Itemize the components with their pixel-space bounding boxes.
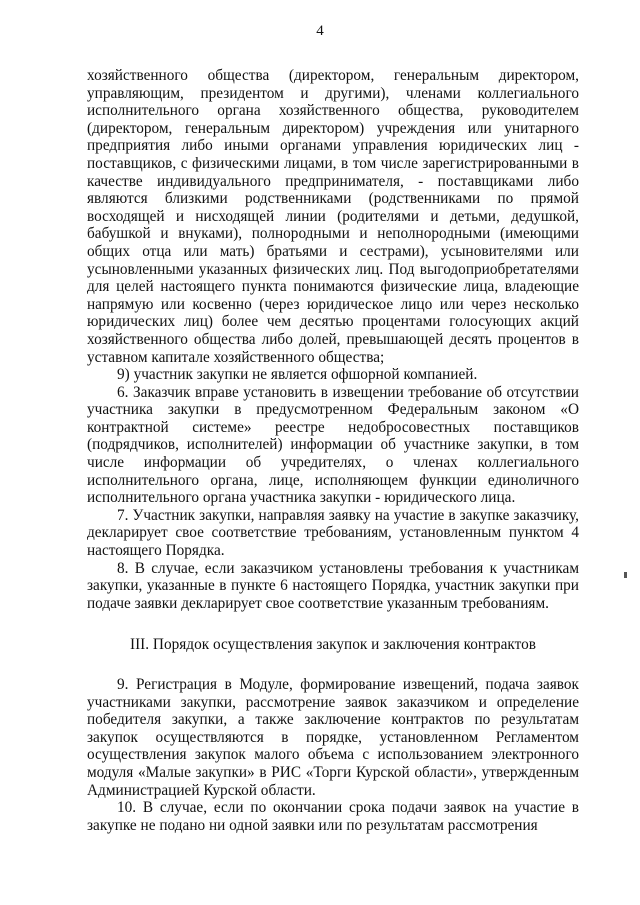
paragraph-10: 10. В случае, если по окончании срока подачи заявок на участие в закупке не подано ни одной заявки или по результатам рассмотрения xyxy=(87,799,579,834)
paragraph-item-9: 9) участник закупки не является офшорной компанией. xyxy=(117,366,478,384)
page-number: 4 xyxy=(316,23,324,39)
paragraph-6: 6. Заказчик вправе установить в извещении требование об отсутствии участника закупки в предусмотренном Федеральным законом «О контрактной системе» реестре недобросовестных поставщиков (подрядчиков, исполнителей) информации об участнике закупки, в том числе информации об учредителях, о членах коллегиального исполнительного органа, лице, исполняющем функции единоличного исполнительного органа участника закупки - юридического лица. xyxy=(87,383,579,507)
section-heading: III. Порядок осуществления закупок и заключения контрактов xyxy=(129,636,536,654)
paragraph-7: 7. Участник закупки, направляя заявку на участие в закупке заказчику, декларирует свое соответствие требованиям, установленным пунктом 4 настоящего Порядка. xyxy=(87,506,579,560)
scan-margin-mark xyxy=(624,572,627,578)
paragraph-continuation: хозяйственного общества (директором, генеральным директором, управляющим, президентом и другими), членами коллегиального исполнительного органа хозяйственного общества, руководителем (директором, генеральным директором) учреждения или унитарного предприятия либо иными органами управления юридических лиц - поставщиков, с физическими лицами, в том числе зарегистрированными в качестве индивидуального предпринимателя, - поставщиками либо являются близкими родственниками (родственниками по прямой восходящей и нисходящей линии (родителями и детьми, дедушкой, бабушкой и внуками), полнородными и неполнородными (имеющими общих отца или мать) братьями и сестрами), усыновителями или усыновленными указанных физических лиц. Под выгодоприобретателями для целей настоящего пункта понимаются физические лица, владеющие напрямую или косвенно (через юридическое лицо или через несколько юридических лиц) более чем десятью процентами голосующих акций хозяйственного общества либо долей, превышающей десять процентов в уставном капитале хозяйственного общества; xyxy=(87,67,579,366)
document-body xyxy=(87,67,579,834)
paragraph-8: 8. В случае, если заказчиком установлены требования к участникам закупки, указанные в пункте 6 настоящего Порядка, участник закупки при подаче заявки декларирует свое соответствие указанным требованиям. xyxy=(87,559,579,612)
paragraph-9: 9. Регистрация в Модуле, формирование извещений, подача заявок участниками закупки, рассмотрение заявок заказчиком и определение победителя закупки, а также заключение контрактов по результатам закупок осуществляются в порядке, установленном Регламентом осуществления закупок малого объема с использованием электронного модуля «Малые закупки» в РИС «Торги Курской области», утвержденным Администрацией Курской области. xyxy=(87,676,579,799)
